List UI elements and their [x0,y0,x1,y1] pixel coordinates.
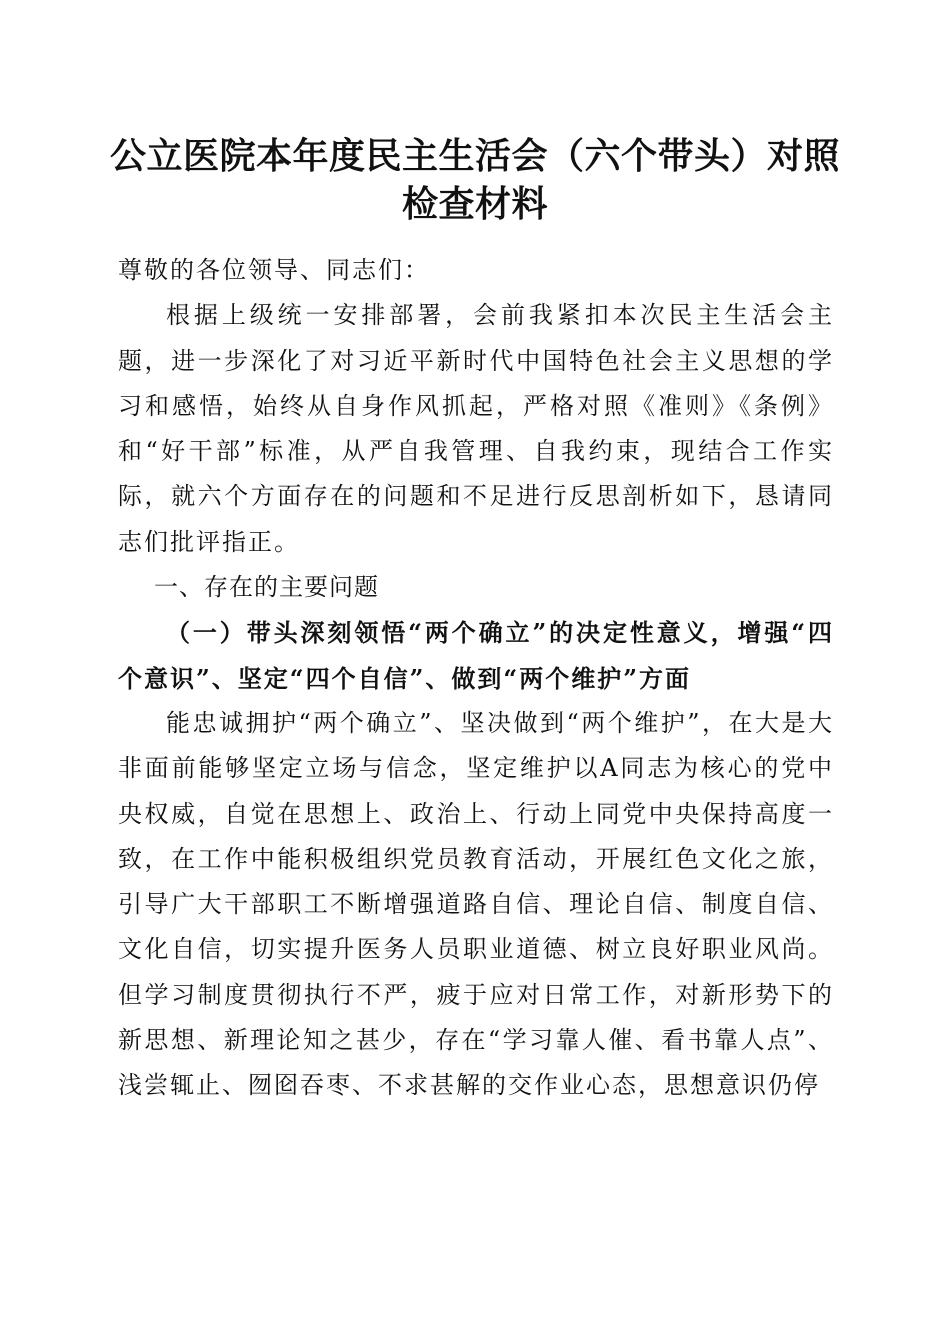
section-heading: 一、存在的主要问题 [154,573,379,602]
subsection-heading: （一）带头深刻领悟“两个确立”的决定性意义，增强“四个意识”、坚定“四个自信”、做到“两个维护”方面 [118,618,834,693]
title-line-2: 检查材料 [401,184,548,225]
document-body [118,248,834,1109]
document-title [100,133,850,229]
intro-paragraph: 根据上级统一安排部署，会前我紧扣本次民主生活会主题，进一步深化了对习近平新时代中国特色社会主义思想的学习和感悟，始终从自身作风抓起，严格对照《准则》《条例》和“好干部”标准，从严自我管理、自我约束，现结合工作实际，就六个方面存在的问题和不足进行反思剖析如下，恳请同志们批评指正。 [118,301,834,556]
salutation: 尊敬的各位领导、同志们： [118,256,430,284]
title-line-1: 公立医院本年度民主生活会（六个带头）对照 [109,136,840,177]
body-paragraph: 能忠诚拥护“两个确立”、坚决做到“两个维护”，在大是大非面前能够坚定立场与信念，坚定维护以A同志为核心的党中央权威，自觉在思想上、政治上、行动上同党中央保持高度一致，在工作中能积极组织党员教育活动，开展红色文化之旅，引导广大干部职工不断增强道路自信、理论自信、制度自信、文化自信，切实提升医务人员职业道德、树立良好职业风尚。但学习制度贯彻执行不严，疲于应对日常工作，对新形势下的新思想、新理论知之甚少，存在“学习靠人催、看书靠人点”、浅尝辄止、囫囵吞枣、不求甚解的交作业心态，思想意识仍停 [118,708,834,1100]
